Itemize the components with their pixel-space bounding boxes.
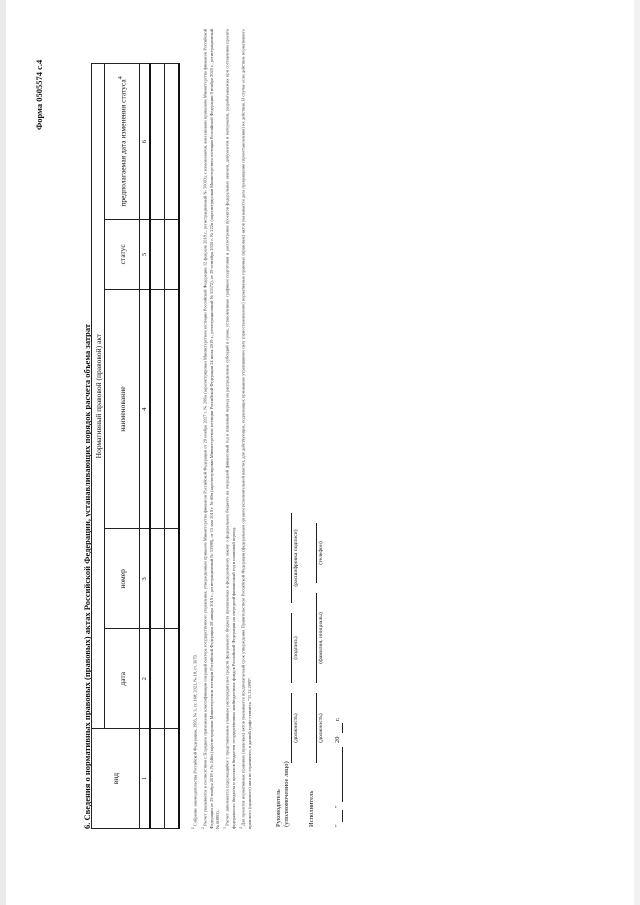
table-cell [165, 64, 180, 220]
footnote-1 [190, 29, 199, 829]
table-cell [165, 529, 180, 629]
head-sublabel: (уполномоченное лицо) [283, 761, 290, 827]
footnote-2 [200, 29, 221, 829]
footnotes [190, 29, 254, 829]
table-row [165, 64, 180, 829]
table-cell [165, 219, 180, 289]
executor-position-caption: (должность) [318, 713, 324, 743]
executor-position-line [316, 693, 317, 763]
table-cell [165, 629, 180, 729]
footnote-4-text: Для проектов нормативных правовых (правовых) актов указывается предполагаемый срок утверждения Правительством Российской Федерации (федеральным органом исполнительной власти), для действующих, подлежащих признанию утратившими силу (приостановлению) нормативных правовых (правовых) актов указывается дата прекращения (приостановления) их действия. В случае если действие нормативного правового (правового) акта не ограничено, в данной графе ставится "31.12.2099". [240, 29, 252, 829]
head-decoding-line [291, 513, 292, 603]
footnote-1-number: 1 [191, 827, 195, 829]
footnote-3-number: 3 [223, 827, 228, 829]
table-cell [165, 289, 180, 529]
header-status: статус [105, 219, 140, 289]
column-number-1: 1 [140, 729, 151, 829]
header-status-change-date [105, 64, 140, 220]
section-title: 6. Сведения о нормативных правовых (правовых) актах Российской Федерации, устанавливающих порядок расчета объема затрат [82, 323, 92, 829]
table-cell [150, 289, 165, 529]
head-label: Руководитель [275, 789, 282, 827]
head-decoding-caption: (расшифровка подписи) [293, 529, 299, 587]
footnote-4 [238, 29, 253, 829]
table-cell [150, 64, 165, 220]
executor-fio-caption: (фамилия, инициалы) [318, 612, 324, 664]
footnote-1-text: Собрание законодательства Российской Федерации, 1995, № 3, ст. 168; 2021, № 18, ст. 3079. [192, 654, 198, 827]
date-month-line [342, 747, 343, 802]
header-number: номер [105, 529, 140, 629]
header-name: наименование [105, 289, 140, 529]
head-position-caption: (должность) [293, 713, 299, 743]
footnote-3 [222, 29, 237, 829]
header-status-change-date-footnote-ref: 4 [116, 76, 124, 80]
footnote-3-text: Расчет заполняется содержащийся с представлением главным распорядителем средств федерального бюджета прилагаемых к федеральному закону о федеральном бюджете на очередной финансовый год и плановый период на распределение субсидий в сроки, установленные графиком подготовки и рассмотрения проектов федеральных законов, документов и материалов, разрабатываемых при составлении проекта федерального бюджета и проектов бюджетов государственных внебюджетных фондов Российской Федерации на очередной финансовый год и плановый период. [224, 29, 236, 829]
form-code: Форма 0505574 с.4 [34, 59, 44, 130]
table-cell [150, 529, 165, 629]
header-date: дата [105, 629, 140, 729]
date-quote-close: " [334, 805, 341, 808]
executor-label: Исполнитель [308, 790, 315, 827]
header-status-change-date-label: предполагаемая дата изменения статуса [118, 79, 128, 207]
date-year-line [342, 723, 343, 733]
footnote-2-text: Расчет указывается в соответствии с Порядком применения классификации операций сектора государственного управления, утвержденным приказом Министерства финансов Российской Федерации от 29 ноября 2017 г. № 209н (зарегистрирован Министерством юстиции Российской Федерации 12 февраля 2018 г., регистрационный № 50003), с изменениями, внесенными приказами Министерства финансов Российской Федерации от 29 ноября 2018 г. № 246н (зарегистрирован Министерством юстиции Российской Федерации 28 января 2019 г., регистрационный № 53588), от 13 мая 2019 г. № 69н (зарегистрирован Министерством юстиции Российской Федерации 24 июля 2019 г., регистрационный № 55372), от 29 сентября 2020 г. № 222н (зарегистрирован Министерством юстиции Российской Федерации 9 ноября 2020 г., регистрационный № 60803). [202, 29, 220, 829]
head-position-line [291, 693, 292, 763]
head-signature-line [291, 613, 292, 683]
date-year-suffix: г. [334, 717, 341, 721]
footnote-4-number: 4 [239, 827, 244, 829]
column-number-5: 5 [140, 219, 151, 289]
column-number-6: 6 [140, 64, 151, 220]
column-number-3: 3 [140, 529, 151, 629]
footnote-2-number: 2 [200, 827, 205, 829]
executor-fio-line [316, 593, 317, 683]
legal-acts-table [91, 63, 180, 829]
executor-phone-line [316, 523, 317, 583]
head-signature-caption: (подпись) [293, 636, 299, 660]
column-number-4: 4 [140, 289, 151, 529]
column-number-2: 2 [140, 629, 151, 729]
header-vid: вид [92, 729, 140, 829]
table-cell [150, 219, 165, 289]
header-legal-act: Нормативный правовой (правовой) акт [92, 64, 105, 729]
date-year-prefix: 20 [334, 736, 341, 743]
table-cell [150, 729, 165, 829]
date-day-line [342, 810, 343, 822]
table-cell [165, 729, 180, 829]
table-row [150, 64, 165, 829]
table-cell [150, 629, 165, 729]
date-quote-open: " [334, 824, 341, 827]
executor-phone-caption: (телефон) [318, 541, 324, 565]
